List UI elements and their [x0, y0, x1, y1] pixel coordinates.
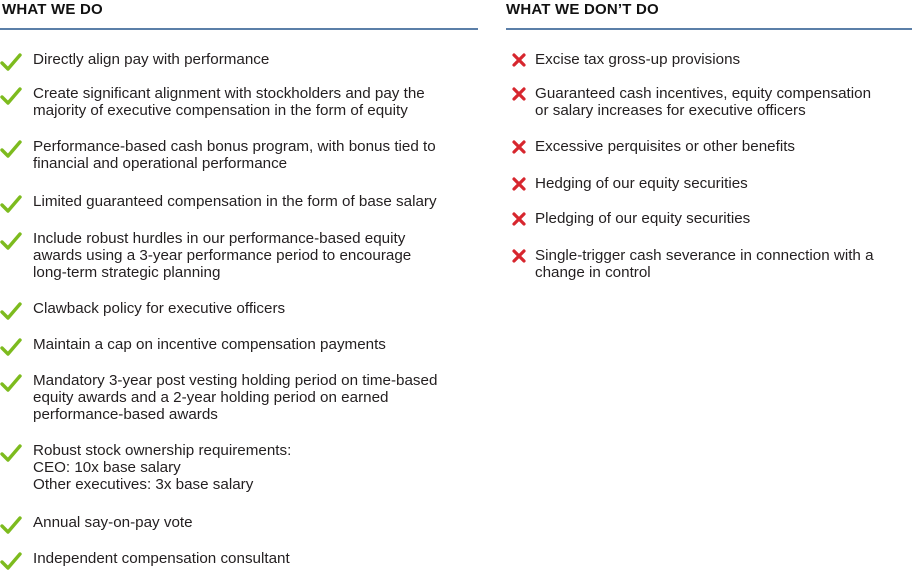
check-icon [0, 85, 22, 107]
what-we-do-header: WHAT WE DO [0, 0, 478, 30]
check-icon [0, 442, 22, 464]
x-mark-icon [510, 85, 532, 107]
list-item-text: Independent compensation consultant [33, 550, 290, 567]
list-item-text: Guaranteed cash incentives, equity compensation or salary increases for executive officers [535, 85, 872, 119]
list-item-text: Pledging of our equity securities [535, 210, 751, 227]
what-we-dont-do-column [506, 0, 912, 281]
list-item-text: Mandatory 3-year post vesting holding period on time-based equity awards and a 2-year holding period on earned performance-based awards [33, 372, 438, 423]
list-item-text: Hedging of our equity securities [535, 175, 748, 192]
list-item-text: Robust stock ownership requirements: CEO: 10x base salary Other executives: 3x base salary [33, 442, 292, 493]
x-mark-icon [510, 138, 532, 160]
check-icon [0, 514, 22, 536]
check-icon [0, 550, 22, 572]
check-icon [0, 138, 22, 160]
list-item-text: Clawback policy for executive officers [33, 300, 286, 317]
list-item-text: Directly align pay with performance [33, 51, 270, 68]
x-mark-icon [510, 175, 532, 197]
list-item-text: Maintain a cap on incentive compensation payments [33, 336, 386, 353]
x-mark-icon [510, 210, 532, 232]
x-mark-icon [510, 51, 532, 73]
list-item-text: Performance-based cash bonus program, with bonus tied to financial and operational performance [33, 138, 436, 172]
x-mark-icon [510, 247, 532, 269]
list-item-text: Excise tax gross-up provisions [535, 51, 741, 68]
list-item-text: Create significant alignment with stockholders and pay the majority of executive compensation in the form of equity [33, 85, 425, 119]
check-icon [0, 372, 22, 394]
list-item-text: Include robust hurdles in our performance-based equity awards using a 3-year performance period to encourage long-term strategic planning [33, 230, 412, 281]
check-icon [0, 193, 22, 215]
check-icon [0, 51, 22, 73]
check-icon [0, 300, 22, 322]
list-item-text: Excessive perquisites or other benefits [535, 138, 796, 155]
check-icon [0, 336, 22, 358]
list-item-text: Single-trigger cash severance in connection with a change in control [535, 247, 874, 281]
list-item-text: Annual say-on-pay vote [33, 514, 193, 531]
what-we-dont-do-header: WHAT WE DON’T DO [506, 0, 912, 30]
list-item-text: Limited guaranteed compensation in the form of base salary [33, 193, 437, 210]
check-icon [0, 230, 22, 252]
